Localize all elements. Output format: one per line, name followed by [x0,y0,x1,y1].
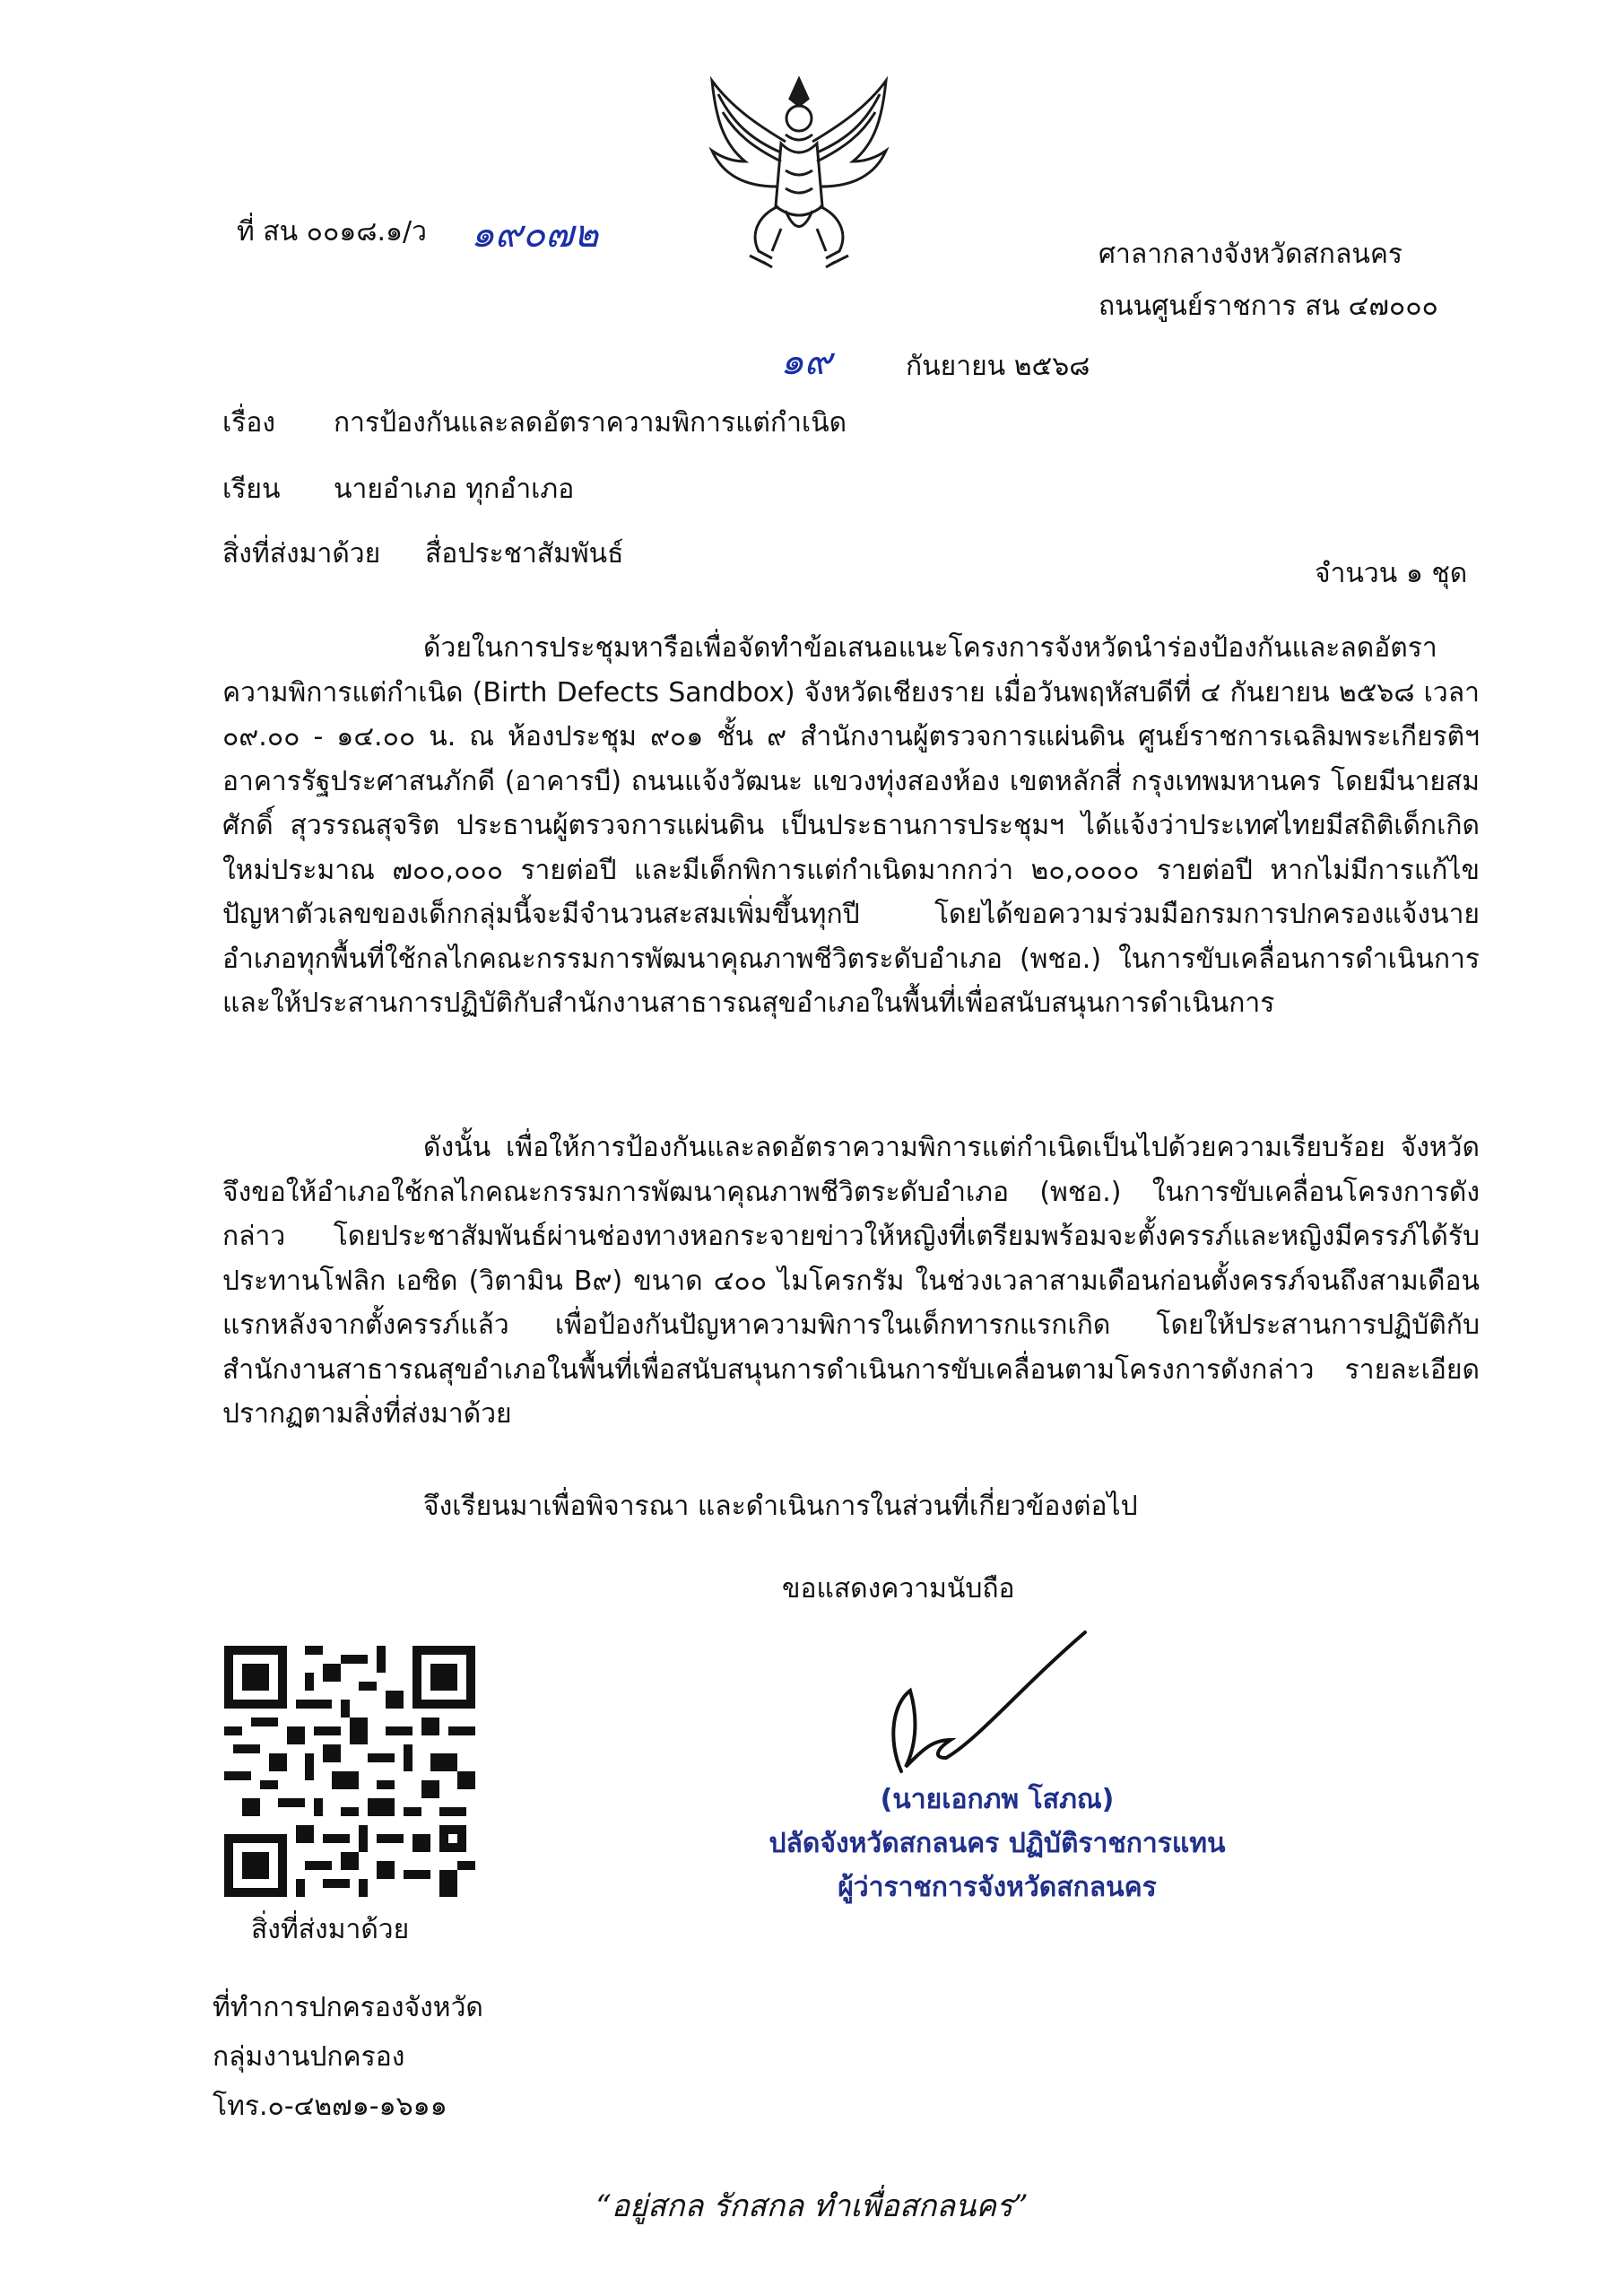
signatory-position-1: ปลัดจังหวัดสกลนคร ปฏิบัติราชการแทน [769,1828,1226,1859]
office-address-line2: ถนนศูนย์ราชการ สน ๔๗๐๐๐ [1099,291,1438,322]
signature-icon [870,1614,1103,1785]
reference-number: ๑๙๐๗๒ [471,212,599,256]
date-month-year: กันยายน ๒๕๖๘ [906,351,1090,382]
signatory-block [746,1778,1248,1909]
body-paragraph-3: จึงเรียนมาเพื่อพิจารณา และดำเนินการในส่วนที่เกี่ยวข้องต่อไป [423,1491,1138,1522]
signatory-position-2: ผู้ว่าราชการจังหวัดสกลนคร [838,1872,1157,1903]
reference-label: ที่ สน ๐๐๑๘.๑/ว [237,216,428,248]
date-day: ๑๙ [780,339,832,383]
office-address-line1: ศาลากลางจังหวัดสกลนคร [1099,239,1403,270]
body-paragraph-2: ดังนั้น เพื่อให้การป้องกันและลดอัตราความพิการแต่กำเนิดเป็นไปด้วยความเรียบร้อย จังหวัดจึงขอให้อำเภอใช้กลไกคณะกรรมการพัฒนาคุณภาพชีวิตระดับอำเภอ (พชอ.) ในการขับเคลื่อนโครงการดังกล่าว โดยประชาสัมพันธ์ผ่านช่องทางหอกระจายข่าวให้หญิงที่เตรียมพร้อมจะตั้งครรภ์และหญิงมีครรภ์ได้รับประทานโฟลิก เอซิด (วิตามิน B๙) ขนาด ๔๐๐ ไมโครกรัม ในช่วงเวลาสามเดือนก่อนตั้งครรภ์จนถึงสามเดือนแรกหลังจากตั้งครรภ์แล้ว เพื่อป้องกันปัญหาความพิการในเด็กทารกแรกเกิด โดยให้ประสานการปฏิบัติกับสำนักงานสาธารณสุขอำเภอในพื้นที่เพื่อสนับสนุนการดำเนินการขับเคลื่อนตามโครงการดังกล่าว รายละเอียดปรากฏตามสิ่งที่ส่งมาด้วย [222,1132,1481,1430]
recipient-text: นายอำเภอ ทุกอำเภอ [334,474,575,505]
qr-caption: สิ่งที่ส่งมาด้วย [251,1914,410,1945]
subject-text: การป้องกันและลดอัตราความพิการแต่กำเนิด [334,407,847,439]
enclosure-label: สิ่งที่ส่งมาด้วย [222,538,381,570]
signatory-name: (นายเอกภพ โสภณ) [880,1784,1115,1815]
subject-label: เรื่อง [222,407,276,439]
recipient-label: เรียน [222,474,281,505]
enclosure-quantity: จำนวน ๑ ชุด [1315,558,1468,589]
contact-division: กลุ่มงานปกครอง [213,2041,405,2073]
closing-salutation: ขอแสดงความนับถือ [782,1573,1015,1605]
body-paragraph-1: ด้วยในการประชุมหารือเพื่อจัดทำข้อเสนอแนะโครงการจังหวัดนำร่องป้องกันและลดอัตราความพิการแต่กำเนิด (Birth Defects Sandbox) จังหวัดเชียงราย เมื่อวันพฤหัสบดีที่ ๔ กันยายน ๒๕๖๘ เวลา ๐๙.๐๐ - ๑๔.๐๐ น. ณ ห้องประชุม ๙๐๑ ชั้น ๙ สำนักงานผู้ตรวจการแผ่นดิน ศูนย์ราชการเฉลิมพระเกียรติฯ อาคารรัฐประศาสนภักดี (อาคารบี) ถนนแจ้งวัฒนะ แขวงทุ่งสองห้อง เขตหลักสี่ กรุงเทพมหานคร โดยมีนายสมศักดิ์ สุวรรณสุจริต ประธานผู้ตรวจการแผ่นดิน เป็นประธานการประชุมฯ ได้แจ้งว่าประเทศไทยมีสถิติเด็กเกิดใหม่ประมาณ ๗๐๐,๐๐๐ รายต่อปี และมีเด็กพิการแต่กำเนิดมากกว่า ๒๐,๐๐๐๐ รายต่อปี หากไม่มีการแก้ไขปัญหาตัวเลขของเด็กกลุ่มนี้จะมีจำนวนสะสมเพิ่มขึ้นทุกปี โดยได้ขอความร่วมมือกรมการปกครองแจ้งนายอำเภอทุกพื้นที่ใช้กลไกคณะกรรมการพัฒนาคุณภาพชีวิตระดับอำเภอ (พชอ.) ในการขับเคลื่อนการดำเนินการและให้ประสานการปฏิบัติกับสำนักงานสาธารณสุขอำเภอในพื้นที่เพื่อสนับสนุนการดำเนินการ [222,632,1480,1019]
qr-code-icon [224,1646,475,1897]
footer-slogan: “อยู่สกล รักสกล ทำเพื่อสกลนคร” [595,2188,1029,2224]
garuda-emblem-icon [696,72,902,271]
contact-office: ที่ทำการปกครองจังหวัด [213,1992,483,2023]
enclosure-text: สื่อประชาสัมพันธ์ [425,538,624,570]
contact-phone: โทร.๐-๔๒๗๑-๑๖๑๑ [213,2091,447,2122]
